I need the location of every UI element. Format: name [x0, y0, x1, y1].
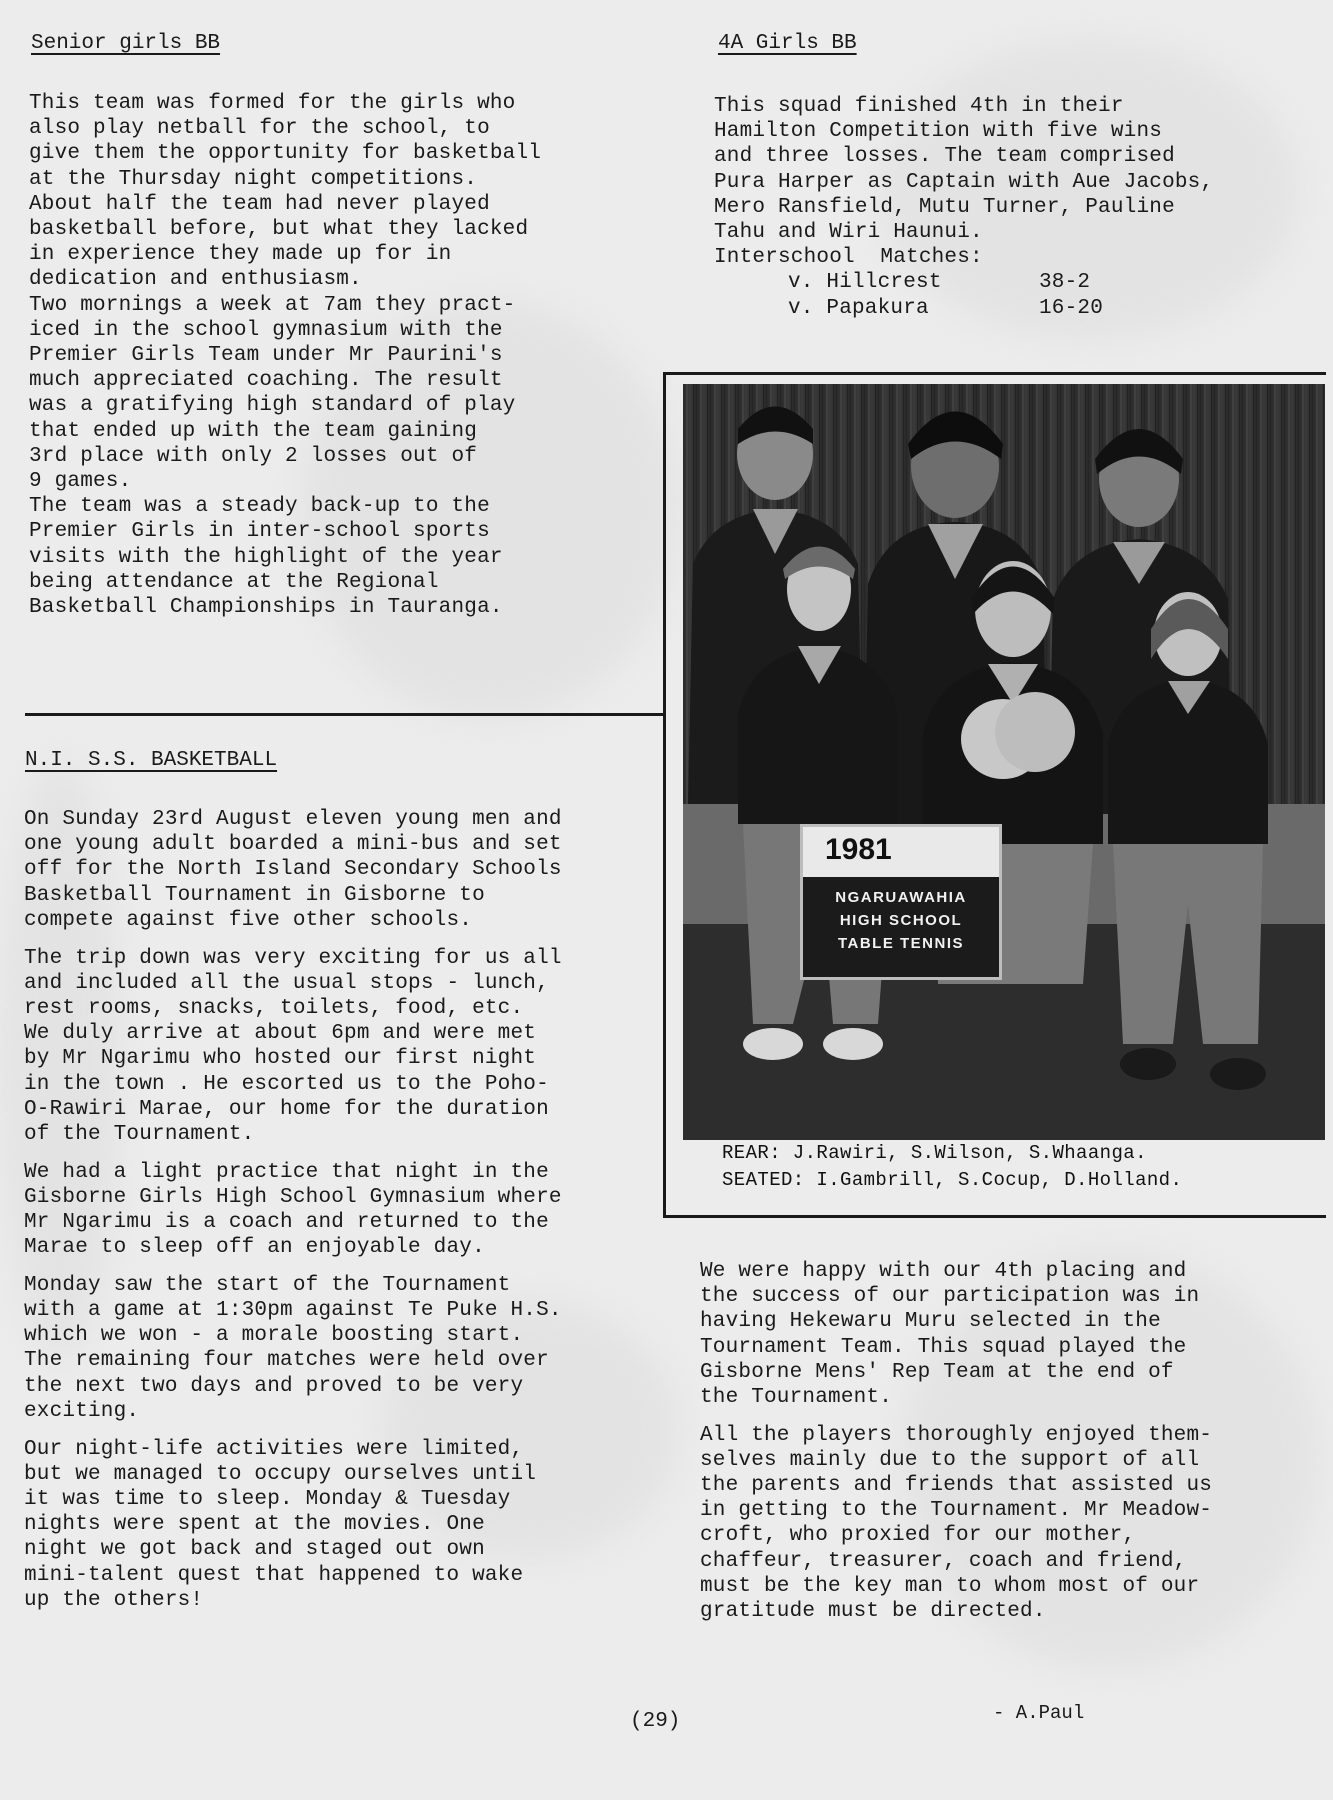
text-line: by Mr Ngarimu who hosted our first night [24, 1047, 537, 1071]
photo-caption-seated: SEATED: I.Gambrill, S.Cocup, D.Holland. [722, 1169, 1183, 1191]
text-line: Pura Harper as Captain with Aue Jacobs, [714, 170, 1214, 194]
text-line: compete against five other schools. [24, 908, 473, 932]
text-line: Mr Ngarimu is a coach and returned to the [24, 1210, 549, 1234]
text-line: iced in the school gymnasium with the [29, 318, 503, 342]
text-line: 3rd place with only 2 losses out of [29, 444, 478, 468]
text-line: Monday saw the start of the Tournament [24, 1273, 511, 1297]
text-line: All the players thoroughly enjoyed them- [700, 1423, 1213, 1447]
sign-line-sport: TABLE TENNIS [837, 935, 965, 952]
text-line: exciting. [24, 1399, 140, 1423]
match-opponent: v. Hillcrest [788, 271, 942, 295]
text-line: was a gratifying high standard of play [29, 394, 516, 418]
text-line: Gisborne Mens' Rep Team at the end of [700, 1360, 1174, 1384]
text-line: mini-talent quest that happened to wake [24, 1563, 524, 1587]
text-line: On Sunday 23rd August eleven young men and [24, 808, 562, 831]
text-line: gratitude must be directed. [700, 1600, 1046, 1624]
section-heading-niss-basketball: N.I. S.S. BASKETBALL [25, 749, 278, 772]
text-line: selves mainly due to the support of all [700, 1448, 1200, 1472]
text-line: Interschool Matches: [714, 246, 983, 270]
text-line: Basketball Championships in Tauranga. [29, 596, 503, 619]
section-divider [25, 713, 665, 716]
sign-line-type: HIGH SCHOOL [839, 912, 963, 929]
text-line: Marae to sleep off an enjoyable day. [24, 1236, 485, 1260]
text-line: We were happy with our 4th placing and [700, 1260, 1187, 1283]
text-line: in the town . He escorted us to the Poho- [24, 1072, 549, 1096]
text-line: rest rooms, snacks, toilets, food, etc. [24, 996, 524, 1020]
text-line: also play netball for the school, to [29, 117, 490, 141]
text-line: We duly arrive at about 6pm and were met [24, 1022, 537, 1046]
text-line: but we managed to occupy ourselves until [24, 1462, 537, 1486]
text-line: This squad finished 4th in their [714, 95, 1124, 118]
text-line: it was time to sleep. Monday & Tuesday [24, 1487, 511, 1511]
text-line: of the Tournament. [24, 1122, 255, 1146]
text-line: off for the North Island Secondary Schools [24, 858, 562, 882]
text-line: dedication and enthusiasm. [29, 268, 362, 292]
text-line: Tournament Team. This squad played the [700, 1335, 1187, 1359]
text-line: O-Rawiri Marae, our home for the duration [24, 1097, 549, 1121]
text-line: Premier Girls Team under Mr Paurini's [29, 344, 503, 367]
text-line: Our night-life activities were limited, [24, 1437, 524, 1461]
page-number: (29) [630, 1710, 681, 1733]
match-opponent: v. Papakura [788, 296, 929, 320]
text-line: night we got back and staged out own [24, 1538, 485, 1562]
text-line: Mero Ransfield, Mutu Turner, Pauline [714, 195, 1175, 219]
text-line: Hamilton Competition with five wins [714, 120, 1163, 144]
text-line: Two mornings a week at 7am they pract- [29, 293, 516, 317]
text-line: which we won - a morale boosting start. [24, 1324, 524, 1348]
section-heading-4a-girls: 4A Girls BB [718, 32, 857, 55]
text-line: at the Thursday night competitions. [29, 167, 478, 191]
text-line: give them the opportunity for basketball [29, 142, 542, 166]
text-line: in experience they made up for in [29, 243, 452, 267]
team-photo [683, 384, 1325, 1140]
text-line: one young adult boarded a mini-bus and set [24, 833, 562, 857]
text-line: much appreciated coaching. The result [29, 369, 503, 393]
section-heading-senior-girls: Senior girls BB [31, 32, 221, 55]
text-line: up the others! [24, 1588, 204, 1612]
text-line: the Tournament. [700, 1386, 893, 1409]
text-line: About half the team had never played [29, 192, 490, 216]
text-line: must be the key man to whom most of our [700, 1574, 1200, 1598]
text-line: the success of our participation was in [700, 1285, 1200, 1309]
text-line: croft, who proxied for our mother, [700, 1524, 1136, 1548]
text-line: nights were spent at the movies. One [24, 1513, 485, 1537]
text-line: Tahu and Wiri Haunui. [714, 221, 983, 244]
sign-year: 1981 [825, 833, 892, 866]
match-score: 16-20 [1039, 296, 1104, 320]
text-line: Gisborne Girls High School Gymnasium where [24, 1185, 562, 1209]
text-line: that ended up with the team gaining [29, 419, 478, 443]
text-line: This team was formed for the girls who [29, 92, 516, 115]
text-line: Premier Girls in inter-school sports [29, 520, 490, 544]
text-line: chaffeur, treasurer, coach and friend, [700, 1549, 1187, 1573]
letter-board-sign [800, 824, 1002, 980]
text-line: and three losses. The team comprised [714, 145, 1175, 169]
text-line: the parents and friends that assisted us [700, 1474, 1213, 1498]
sign-line-school: NGARUAWAHIA [835, 889, 967, 906]
text-line: and included all the usual stops - lunch, [24, 971, 549, 995]
text-line: 9 games. [29, 470, 132, 493]
text-line: with a game at 1:30pm against Te Puke H.S. [24, 1299, 562, 1323]
text-line: basketball before, but what they lacked [29, 218, 529, 241]
team-photo-image [683, 384, 1325, 1140]
text-line: The remaining four matches were held over [24, 1349, 549, 1373]
text-line: The team was a steady back-up to the [29, 495, 490, 519]
text-line: visits with the highlight of the year [29, 545, 503, 569]
author-signature: - A.Paul [993, 1702, 1085, 1724]
match-score: 38-2 [1039, 271, 1091, 295]
text-line: Basketball Tournament in Gisborne to [24, 883, 485, 907]
text-line: the next two days and proved to be very [24, 1374, 524, 1398]
text-line: The trip down was very exciting for us all [24, 946, 562, 970]
photo-caption-rear: REAR: J.Rawiri, S.Wilson, S.Whaanga. [722, 1142, 1147, 1164]
text-line: in getting to the Tournament. Mr Meadow- [700, 1499, 1213, 1523]
text-line: We had a light practice that night in the [24, 1160, 549, 1184]
text-line: being attendance at the Regional [29, 570, 439, 594]
text-line: having Hekewaru Muru selected in the [700, 1310, 1161, 1334]
